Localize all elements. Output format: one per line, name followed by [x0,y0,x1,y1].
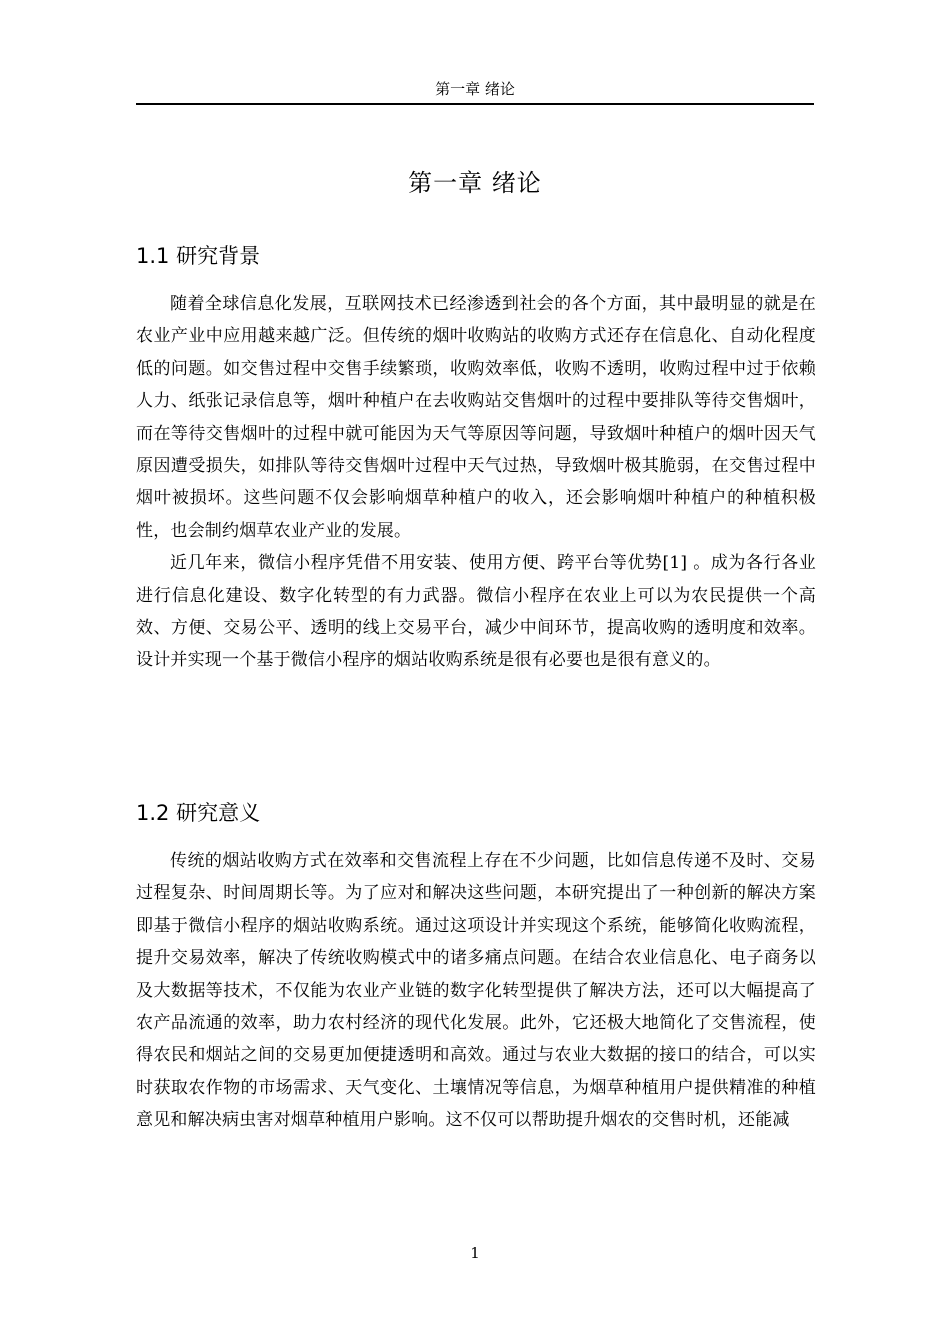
paragraph: 随着全球信息化发展，互联网技术已经渗透到社会的各个方面，其中最明显的就是在农业产业中应用越来越广泛。但传统的烟叶收购站的收购方式还存在信息化、自动化程度低的问题。如交售过程中交售手续繁琐，收购效率低，收购不透明，收购过程中过于依赖人力、纸张记录信息等，烟叶种植户在去收购站交售烟叶的过程中要排队等待交售烟叶，而在等待交售烟叶的过程中就可能因为天气等原因等问题，导致烟叶种植户的烟叶因天气原因遭受损失，如排队等待交售烟叶过程中天气过热，导致烟叶极其脆弱，在交售过程中烟叶被损坏。这些问题不仅会影响烟草种植户的收入，还会影响烟叶种植户的种植积极性，也会制约烟草农业产业的发展。 [136,294,816,541]
paragraph: 近几年来，微信小程序凭借不用安装、使用方便、跨平台等优势[1] 。成为各行各业进行信息化建设、数字化转型的有力武器。微信小程序在农业上可以为农民提供一个高效、方便、交易公平、透明的线上交易平台，减少中间环节，提高收购的透明度和效率。设计并实现一个基于微信小程序的烟站收购系统是很有必要也是很有意义的。 [136,553,816,671]
section-title-1-1: 1.1 研究背景 [136,244,261,268]
section-1-1-body [136,288,816,677]
section-1-2-body [136,845,816,1137]
page-number: 1 [470,1244,480,1262]
paragraph: 传统的烟站收购方式在效率和交售流程上存在不少问题，比如信息传递不及时、交易过程复杂、时间周期长等。为了应对和解决这些问题，本研究提出了一种创新的解决方案即基于微信小程序的烟站收购系统。通过这项设计并实现这个系统，能够简化收购流程，提升交易效率，解决了传统收购模式中的诸多痛点问题。在结合农业信息化、电子商务以及大数据等技术，不仅能为农业产业链的数字化转型提供了解决方法，还可以大幅提高了农产品流通的效率，助力农村经济的现代化发展。此外，它还极大地简化了交售流程，使得农民和烟站之间的交易更加便捷透明和高效。通过与农业大数据的接口的结合，可以实时获取农作物的市场需求、天气变化、土壤情况等信息，为烟草种植用户提供精准的种植意见和解决病虫害对烟草种植用户影响。这不仅可以帮助提升烟农的交售时机，还能减 [136,851,816,1131]
chapter-title: 第一章 绪论 [408,169,542,197]
section-title-1-2: 1.2 研究意义 [136,801,261,825]
header-rule [136,103,814,105]
running-header: 第一章 绪论 [435,80,515,98]
